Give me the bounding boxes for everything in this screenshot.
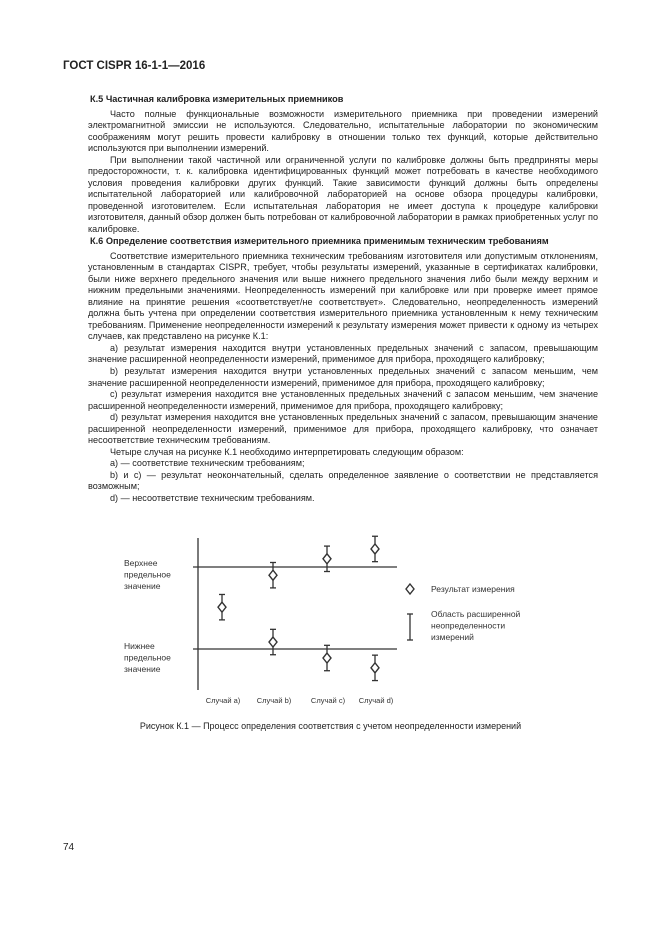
page-number: 74: [63, 842, 75, 853]
list-item: d) — несоответствие техническим требованиям.: [110, 493, 315, 504]
paragraph: При выполнении такой частичной или ограниченной услуги по калибровке должны быть предприняты меры предосторожности, т. к. калибровка идентифицированных функций может потребовать в качестве необходимого условия проведения калибровки других функций. Такие зависимости функций должны быть определены испытательной лабораторией или калибровочной лабораторией на основе обзора процедуры калибровки, проведенной изготовителем. Если испытательная лаборатория не имеет доступа к процедуре калибровки изготовителя, данный обзор должен быть потребован от калибровочной лаборатории в рамках приобретенных услуг по калибровке.: [88, 154, 598, 235]
measurement-point: [371, 544, 379, 554]
measurement-point: [218, 602, 226, 612]
list-item: d) результат измерения находится вне установленных предельных значений с запасом, превышающим значение расширенной неопределенности измерений, применимое для прибора, проходящего калибровку, что означает несоответствие техническим требованиям.: [88, 412, 598, 446]
document-header: ГОСТ CISPR 16-1-1—2016: [63, 60, 206, 72]
lower-limit-label: Нижнее предельное значение: [124, 641, 171, 674]
section-heading: К.5 Частичная калибровка измерительных приемников: [90, 94, 344, 104]
section-heading: К.6 Определение соответствия измерительного приемника применимым техническим требованиям: [90, 236, 549, 246]
x-tick-label: Случай c): [310, 696, 346, 705]
measurement-point: [323, 653, 331, 663]
legend-label: Результат измерения: [431, 584, 515, 594]
list-item: b) результат измерения находится внутри установленных предельных значений с запасом меньшим, чем значение расширенной неопределенности измерений, применимое для прибора, проходящего калибровку;: [88, 366, 598, 388]
section-k6: [88, 236, 598, 505]
x-tick-label: Случай a): [205, 696, 241, 705]
measurement-point: [269, 570, 277, 580]
paragraph: Четыре случая на рисунке К.1 необходимо интерпретировать следующим образом:: [110, 446, 464, 457]
legend-label: Область расширенной неопределенности измерений: [431, 609, 521, 642]
list-item: a) — соответствие техническим требованиям;: [110, 458, 305, 469]
section-k5: [88, 94, 598, 236]
measurement-point: [371, 663, 379, 673]
measurement-point: [269, 637, 277, 647]
legend-diamond-icon: [406, 584, 414, 594]
list-item: c) результат измерения находится вне установленных предельных значений с запасом меньшим, чем значение расширенной неопределенности измерений, применимое для прибора, проходящего калибровку;: [88, 389, 598, 411]
paragraph: Часто полные функциональные возможности измерительного приемника при проведении измерений электромагнитной эмиссии не используются. Следовательно, испытательные лаборатории по экономическим соображениям могут решить провести калибровку в отношении только тех функций, которые действительно используются при выполнении измерений.: [88, 108, 598, 154]
x-tick-label: Случай b): [256, 696, 292, 705]
list-item: a) результат измерения находится внутри установленных предельных значений с запасом, превышающим значение расширенной неопределенности измерений, применимое для прибора, проходящего калибровку;: [88, 342, 598, 365]
paragraph: Соответствие измерительного приемника техническим требованиям изготовителя или допустимым отклонениям, установленным в стандартах CISPR, требует, чтобы результаты измерений, указанные в сертификатах калибровки, были ниже верхнего предельного значения или выше нижнего предельного значения либо были между верхним и нижним предельными значениями. Неопределенность измерений при калибровке или при проверке имеет прямое влияние на принятие решения «соответствует/не соответствует». Следовательно, неопределенность измерений должна быть учтена при определении соответствия измерительного приемника установленным к нему техническим требованиям. Применение неопределенности измерений к результату измерения может привести к одному из четырех случаев, как представлено на рисунке К.1:: [88, 250, 598, 342]
upper-limit-label: Верхнее предельное значение: [124, 558, 171, 591]
measurement-point: [323, 554, 331, 564]
figure-caption: Рисунок К.1 — Процесс определения соответствия с учетом неопределенности измерений: [139, 721, 522, 731]
list-item: b) и c) — результат неокончательный, сделать определенное заявление о соответствии не представляется возможным;: [88, 469, 598, 492]
x-tick-label: Случай d): [358, 696, 394, 705]
